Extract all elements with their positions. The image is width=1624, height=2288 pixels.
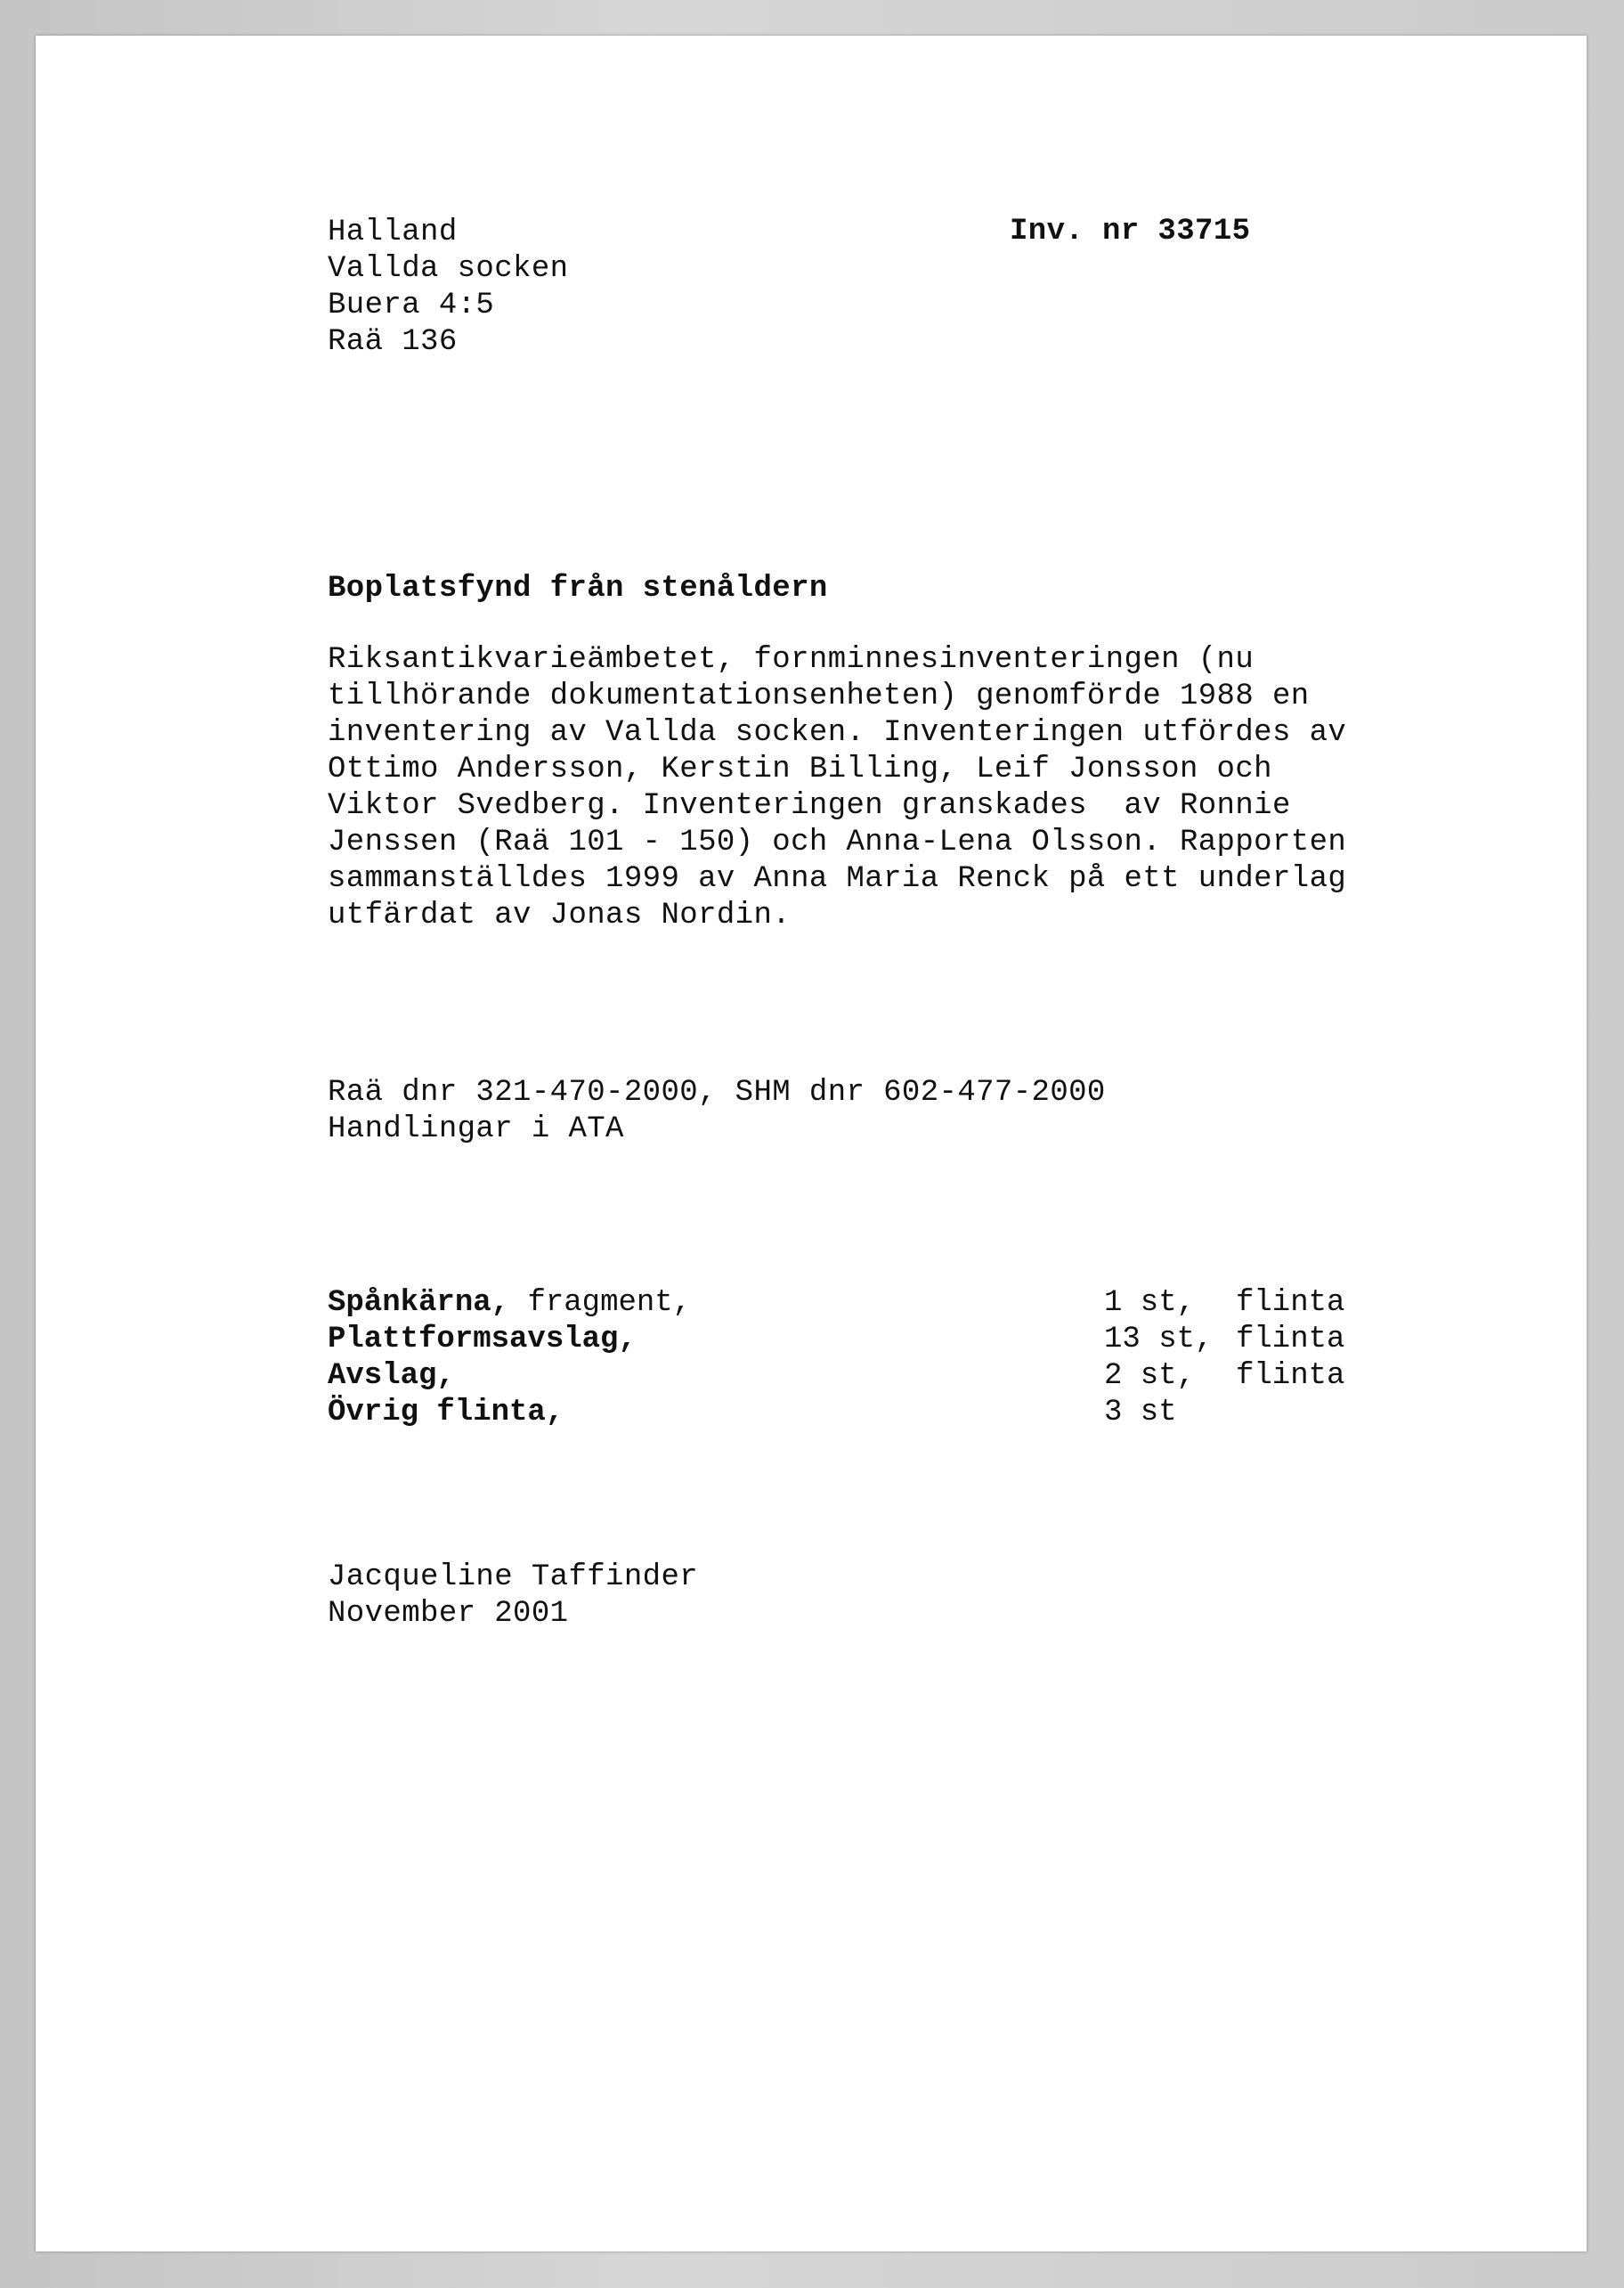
- location-line: Buera 4:5: [328, 289, 495, 322]
- inventory-number: Inv. nr 33715: [1010, 215, 1251, 248]
- body-line: Ottimo Andersson, Kerstin Billing, Leif Jonsson och: [328, 753, 1272, 786]
- find-note: fragment,: [509, 1286, 692, 1320]
- reference-line: Raä dnr 321-470-2000, SHM dnr 602-477-2000: [328, 1076, 1106, 1110]
- body-line: Riksantikvarieämbetet, fornminnesinventeringen (nu: [328, 643, 1255, 677]
- location-line: Halland: [328, 216, 458, 249]
- location-line: Vallda socken: [328, 252, 569, 286]
- body-line: sammanställdes 1999 av Anna Maria Renck på ett underlag: [328, 862, 1347, 896]
- find-count: 13 st,: [1104, 1323, 1214, 1356]
- find-material: flinta: [1236, 1286, 1345, 1320]
- find-name: Plattformsavslag,: [328, 1323, 637, 1356]
- find-name: Avslag,: [328, 1359, 455, 1393]
- reference-line: Handlingar i ATA: [328, 1112, 624, 1146]
- find-name: Övrig flinta,: [328, 1396, 564, 1429]
- body-line: utfärdat av Jonas Nordin.: [328, 899, 792, 932]
- find-name: Spånkärna,: [328, 1286, 510, 1320]
- document-heading: Boplatsfynd från stenåldern: [328, 572, 828, 606]
- body-line: Jenssen (Raä 101 - 150) och Anna-Lena Olsson. Rapporten: [328, 826, 1347, 859]
- body-line: tillhörande dokumentationsenheten) genomförde 1988 en: [328, 680, 1310, 713]
- location-line: Raä 136: [328, 325, 458, 359]
- find-count: 3 st: [1104, 1396, 1177, 1429]
- find-count: 2 st,: [1104, 1359, 1196, 1393]
- body-line: inventering av Vallda socken. Inventeringen utfördes av: [328, 716, 1347, 750]
- signature-date: November 2001: [328, 1597, 569, 1631]
- body-line: Viktor Svedberg. Inventeringen granskades av Ronnie: [328, 789, 1291, 823]
- find-material: flinta: [1236, 1323, 1345, 1356]
- signature-name: Jacqueline Taffinder: [328, 1560, 699, 1594]
- find-material: flinta: [1236, 1359, 1345, 1393]
- document-page: [36, 36, 1587, 2251]
- find-count: 1 st,: [1104, 1286, 1196, 1320]
